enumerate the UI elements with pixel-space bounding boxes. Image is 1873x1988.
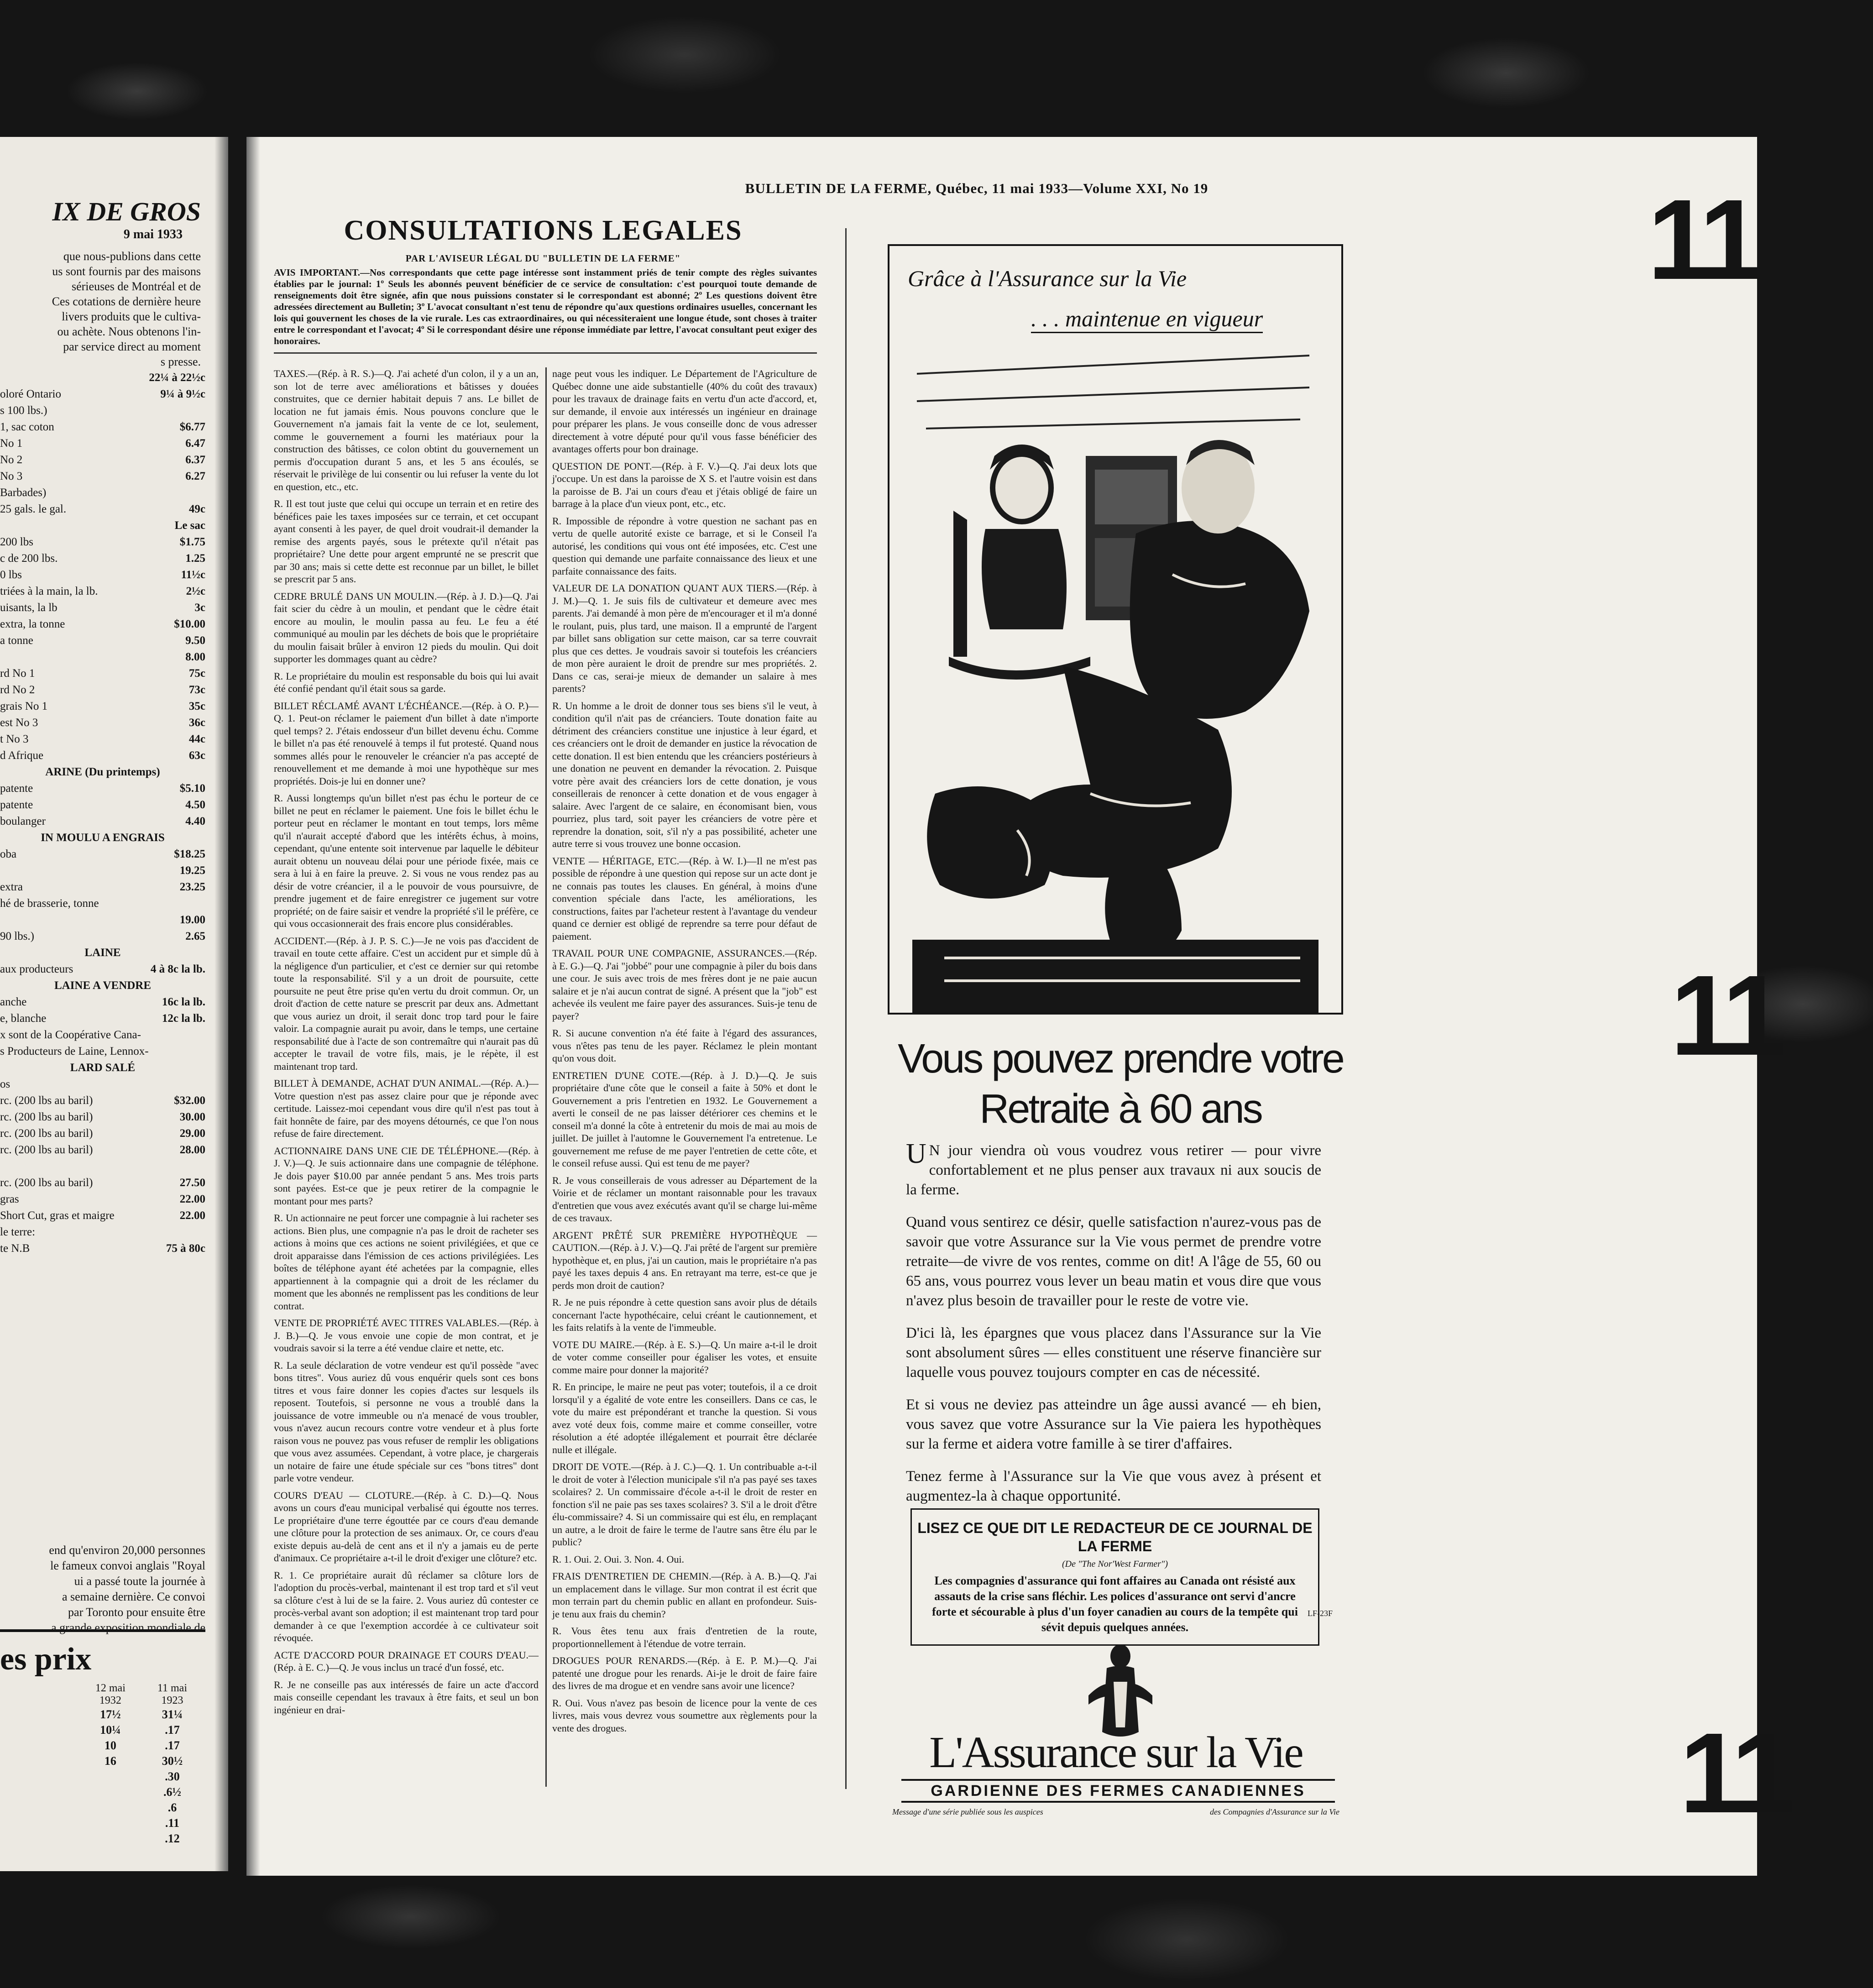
price-comparison-heading: 12 mai 1932: [95, 1682, 126, 1706]
price-comparison-cell: .17: [165, 1723, 180, 1737]
price-comparison-column: [157, 1682, 187, 1847]
price-label: rd No 2: [0, 684, 35, 696]
price-row: [0, 813, 205, 830]
price-comparison-cell: 10¼: [100, 1723, 121, 1737]
price-comparison-cell: [95, 1800, 126, 1815]
legal-paragraph: ENTRETIEN D'UNE COTE.—(Rép. à J. D.)—Q. Je suis propriétaire d'une côte que le conseil a faite à 50% et dont le Gouvernement a pris l'entretien en 1932. Le Gouvernement a averti le conseil de ne pas laisser détériorer ces chemins et le conseil m'a donné la côte à entretenir du mois de mai au mois de juillet. De juillet à l'automne le Gouvernement l'a entretenue. Le gouvernement me refuse de me payer l'entretien de cette côte, et le conseil refuse aussi. Qui est tenu de me payer?: [552, 1069, 817, 1169]
price-label: a tonne: [0, 634, 33, 647]
price-value: Le sac: [174, 519, 205, 532]
legal-paragraph: R. Il est tout juste que celui qui occupe un terrain et en retire des bénéfices paie les taxes imposées sur ce terrain, et cet occupant ayant consenti à les payer, de quel droit voudrait-il demander la remise des argents payés, sous le prétexte qu'il n'était pas propriétaire? Une dette pour argent emprunté ne se prescrit que par 30 ans; mais si cette dette est reconnue par un billet, le billet se prescrit par 5 ans.: [274, 498, 539, 585]
legal-paragraph: FRAIS D'ENTRETIEN DE CHEMIN.—(Rép. à A. B.)—Q. J'ai un emplacement dans le village. Sur mon contrat il est écrit que mon terrain part du chemin public en allant en profondeur. Suis-je tenu aux frais du chemin?: [552, 1570, 817, 1620]
legal-paragraph: R. Je ne puis répondre à cette question sans avoir plus de détails concernant l'acte hypothécaire, celui créant le cautionnement, et les faits relatifs à la vente de l'immeuble.: [552, 1297, 817, 1333]
price-row: [0, 468, 205, 485]
legal-paragraph: R. Je vous conseillerais de vous adresser au Département de la Voirie et de réclamer un montant raisonnable pour les travaux d'entretien que vous avez exécutés avant qu'il se charge lui-même de ces travaux.: [552, 1174, 817, 1224]
important-notice: AVIS IMPORTANT.—Nos correspondants que cette page intéresse sont instamment priés de tenir compte des règles suivantes établies par le journal: 1º Seuls les abonnés peuvent bénéficier de ce service de consultation: c'est pourquoi toute demande de renseignements doit être signée, afin que nous puissions constater si le correspondant est abonné; 2º Les questions doivent être adressées directement au Bulletin; 3º L'avocat consultant n'est tenu de répondre qu'aux questions ordinaires usuelles, concernant les lois qui gouvernent les choses de la vie rurale. Les cas extraordinaires, ou qui nécessiteraient une longue étude, sont choses à traiter entre le correspondant et l'avocat; 4º Si le correspondant désire une réponse immédiate par lettre, l'avocat consultant peut exiger des honoraires.: [274, 267, 817, 354]
legal-paragraph: R. Un actionnaire ne peut forcer une compagnie à lui racheter ses actions. Bien plus, une compagnie n'a pas le droit de racheter ses actions à moins que ces actions ne soient privilégiées, et que ce droit apparaisse dans l'émission de ces actions privilégiées. Les boîtes de téléphone ayant été achetées par la compagnie, elles appartiennent à la compagnie qui a droit de les réclamer du moment que les abonnés ne remplissent pas les conditions de leur contrat.: [274, 1212, 539, 1312]
price-row: [0, 863, 205, 879]
price-comparison-cell: [95, 1769, 126, 1784]
legal-paragraph: R. Un homme a le droit de donner tous ses biens s'il le veut, à condition qu'il n'ait pas de créanciers. Toute donation faite au détriment des créanciers constitue une injustice à leur égard, et ces créanciers ont le droit de demander en justice la révocation de cette donation. Il est bien entendu que les créanciers postérieurs à une donation ne peuvent en demander la révocation. 2. Puisque votre père avait des créanciers lors de cette donation, je vous conseillerais de renoncer à cette donation et de vous engager à salaire. Avec l'argent de ce salaire, en économisant bien, vous pourriez, plus tard, soit payer les créanciers de votre père et reprendre la donation, soit, s'il n'y a pas possibilité, acheter une autre terre si vous trouvez une bonne occasion.: [552, 700, 817, 849]
price-label: No 3: [0, 470, 23, 482]
convoy-note: end qu'environ 20,000 personnes le fameux convoi anglais "Royal ui a passé toute la journée à a semaine dernière. Ce convoi par Toronto pour ensuite être a grande exposition mondiale de: [49, 1543, 205, 1634]
retired-farmer-illustration: [899, 337, 1332, 1013]
price-value: 49c: [188, 503, 205, 515]
price-row: [0, 994, 205, 1010]
price-label: No 2: [0, 454, 23, 466]
price-value: 9¼ à 9½c: [160, 388, 205, 400]
ad-dropcap: U: [906, 1138, 926, 1169]
price-label: boulanger: [0, 815, 46, 827]
price-comparison-cell: [95, 1831, 126, 1847]
legal-paragraph: ACCIDENT.—(Rép. à J. P. S. C.)—Je ne vois pas d'accident de travail en toute cette affaire. C'est un accident pur et simple dû à la négligence d'un particulier, et c'est ce dernier sur qui retombe toute la responsabilité. S'il y a un droit de poursuite, cette poursuite ne peut être prise qu'en vertu du droit commun. Or, un droit d'action de cette nature se prescrit par deux ans. Admettant que vous auriez un droit, il serait donc trop tard pour le faire valoir. La compagnie aurait pu avoir, dans le temps, une certaine responsabilité due à l'acte de son contremaître qui n'aurait pas dû accepter le travail de votre fils, mais, je le répète, il est maintenant trop tard.: [274, 935, 539, 1072]
price-comparison-cell: 10: [104, 1739, 116, 1752]
market-prices-intro: que nous-publions dans cette us sont fournis par des maisons sérieuses de Montréal et de Ces cotations de dernière heure livers produits que le cultiva- ou achète. Nous obtenons l'in- par service direct au moment s presse.: [52, 250, 201, 368]
price-label: oba: [0, 848, 17, 860]
price-label: 200 lbs: [0, 536, 33, 548]
price-label: t No 3: [0, 733, 29, 745]
price-label: oloré Ontario: [0, 388, 61, 400]
column-divider: [845, 228, 847, 1789]
legal-paragraph: R. Vous êtes tenu aux frais d'entretien de la route, proportionnellement à l'étendue de votre terrain.: [552, 1625, 817, 1649]
frame-number: 11: [1648, 176, 1758, 303]
price-comparison-cell: 16: [104, 1754, 116, 1768]
price-label: LAINE A VENDRE: [54, 979, 152, 992]
price-value: 19.00: [179, 914, 205, 926]
legal-paragraph: R. 1. Ce propriétaire aurait dû réclamer sa clôture lors de l'adoption du procès-verbal, maintenant il est trop tard et s'il veut sa clôture c'est à lui de se la faire. 2. Vous auriez dû contester ce procès-verbal avant son adoption; il est maintenant trop tard pour demander à ce que l'exemption accordée à ce cultivateur soit révoquée.: [274, 1569, 539, 1643]
price-label: os: [0, 1078, 10, 1090]
price-label: No 1: [0, 437, 23, 450]
price-label: extra, la tonne: [0, 618, 65, 630]
legal-paragraph: DROIT DE VOTE.—(Rép. à J. C.)—Q. 1. Un contribuable a-t-il le droit de voter à l'élection municipale s'il n'a pas payé ses taxes scolaires? 2. Un commissaire d'école a-t-il le droit de rester en fonction s'il ne paie pas ses taxes scolaires? 3. S'il a le droit d'être élu-commissaire? 4. Si un commissaire qui est élu, en remplaçant un autre, a le droit de faire le terme de l'autre sans être élu par le public?: [552, 1461, 817, 1548]
price-label: 1, sac coton: [0, 421, 54, 433]
ad-body-text: [906, 1138, 1321, 1519]
legal-paragraph: R. 1. Oui. 2. Oui. 3. Non. 4. Oui.: [552, 1553, 685, 1565]
ad-illustration-frame: [888, 244, 1343, 1015]
price-row: [0, 649, 205, 665]
ad-paragraph: Et si vous ne deviez pas atteindre un âge aussi avancé — eh bien, vous savez que votre Assurance sur la Vie paiera les hypothèques sur la ferme et aidera votre famille à se tirer d'affaires.: [906, 1397, 1321, 1452]
price-value: 4.50: [185, 799, 205, 811]
price-value: 2½c: [186, 585, 205, 597]
price-label: 0 lbs: [0, 569, 22, 581]
price-row: [0, 386, 205, 403]
price-label: x sont de la Coopérative Cana-: [0, 1029, 141, 1041]
price-value: 22.00: [179, 1209, 205, 1222]
price-comparison-columns: [0, 1682, 205, 1847]
price-value: 6.27: [185, 470, 205, 482]
price-label: extra: [0, 881, 23, 893]
price-comparison-cell: .6½: [163, 1785, 181, 1799]
newspaper-page: [246, 137, 1789, 1876]
price-value: 44c: [188, 733, 205, 745]
ad-heading-line-2: . . . maintenue en vigueur: [1031, 305, 1263, 333]
price-row: [0, 485, 205, 501]
price-value: 19.25: [179, 864, 205, 877]
price-label: rc. (200 lbs au baril): [0, 1111, 93, 1123]
price-value: 1.25: [185, 552, 205, 565]
legal-paragraph: R. Le propriétaire du moulin est responsable du bois qui lui avait été confié pendant qu'il était sous sa garde.: [274, 670, 539, 694]
price-row: [0, 879, 205, 895]
legal-paragraph: ARGENT PRÊTÉ SUR PREMIÈRE HYPOTHÈQUE — CAUTION.—(Rép. à J. V.)—Q. J'ai prêté de l'argent sur première hypothèque et, en plus, j'ai un caution, mais le propriétaire n'a pas payé les taxes depuis 4 ans. En retrayant ma terre, est-ce que je perds mon droit de caution?: [552, 1229, 817, 1291]
price-row: [0, 830, 205, 846]
ad-paragraph: Tenez ferme à l'Assurance sur la Vie que vous avez à présent et augmentez-la à chaque opportunité.: [906, 1468, 1321, 1504]
price-row: [0, 583, 205, 600]
price-row: [0, 1224, 205, 1240]
price-comparison-cell: .12: [165, 1832, 180, 1845]
price-label: d Afrique: [0, 749, 44, 762]
insurer-tagline: GARDIENNE DES FERMES CANADIENNES: [901, 1779, 1335, 1803]
price-value: $1.75: [179, 536, 205, 548]
price-value: 36c: [188, 717, 205, 729]
price-row: [0, 1142, 205, 1158]
ad-paragraph-text: N jour viendra où vous voudrez vous retirer — pour vivre confortablement et ne plus penser aux travaux ni aux soucis de la ferme.: [906, 1142, 1321, 1198]
price-value: 11½c: [181, 569, 205, 581]
price-row: [0, 1043, 205, 1060]
ad-heading-line-1: Grâce à l'Assurance sur la Vie: [908, 266, 1187, 291]
price-row: [0, 1093, 205, 1109]
price-row: [0, 945, 205, 961]
editor-quote-box: [910, 1508, 1319, 1646]
price-value: 4 à 8c la lb.: [150, 963, 205, 975]
price-value: 73c: [188, 684, 205, 696]
ad-footer-right: des Compagnies d'Assurance sur la Vie: [1210, 1807, 1339, 1816]
price-row: [0, 370, 205, 386]
price-label: 90 lbs.): [0, 930, 34, 942]
legal-paragraph: DROGUES POUR RENARDS.—(Rép. à E. P. M.)—Q. J'ai patenté une drogue pour les renards. Ai-je le droit de faire faire des livres de ma drogue et en vendre sans avoir une licence?: [552, 1655, 817, 1691]
price-comparison-cell: .17: [165, 1739, 180, 1752]
price-row: [0, 633, 205, 649]
price-value: $32.00: [174, 1094, 205, 1107]
price-comparison-cell: .11: [165, 1816, 179, 1830]
price-row: [0, 698, 205, 715]
price-comparison-cell: [95, 1784, 126, 1800]
price-row: [0, 1010, 205, 1027]
price-label: 25 gals. le gal.: [0, 503, 67, 515]
price-label: rd No 1: [0, 667, 35, 680]
price-list: [0, 370, 205, 1257]
price-row: [0, 748, 205, 764]
price-row: [0, 846, 205, 863]
price-row: [0, 764, 205, 780]
price-label: rc. (200 lbs au baril): [0, 1177, 93, 1189]
price-label: patente: [0, 799, 33, 811]
price-row: [0, 961, 205, 978]
legal-paragraph: BILLET RÉCLAMÉ AVANT L'ÉCHÉANCE.—(Rép. à O. P.)—Q. 1. Peut-on réclamer le paiement d'un billet à date n'importe quel temps? 2. J'étais endosseur d'un billet devenu échu. Comme le billet n'a pas été renouvelé à temps il fut protesté. Quand nous sommes allés pour le renouveler le créancier n'a pas accepté de renouvellement et me demande à moi une hypothèque sur mes propriétés. Dois-je lui en donner une?: [274, 700, 539, 787]
price-value: $5.10: [179, 782, 205, 795]
legal-paragraph: R. La seule déclaration de votre vendeur est qu'il possède "avec bons titres". Vous auriez dû vous enquérir quels sont ces bons titres et vous faire donner les copies d'actes sur lesquels ils reposent. Toutefois, si personne ne vous a troublé dans la jouissance de votre immeuble ou n'a menacé de vous troubler, vous n'avez aucun recours contre votre vendeur et à plus forte raison vous ne pouvez pas vous refuser de remplir les obligations que vous avez assumées. Cependant, à votre place, je chargerais un notaire de faire une étude spéciale sur ces "bons titres" dont parle votre vendeur.: [274, 1359, 539, 1484]
price-row: [0, 1175, 205, 1191]
price-row: [0, 600, 205, 616]
price-row: [0, 1158, 205, 1175]
price-row: [0, 715, 205, 731]
price-label: rc. (200 lbs au baril): [0, 1144, 93, 1156]
price-value: 23.25: [179, 881, 205, 893]
legal-paragraph: R. Oui. Vous n'avez pas besoin de licence pour la vente de ces livres, mais vous devrez vous soumettre aux règlements pour la vente des drogues.: [552, 1697, 817, 1734]
price-label: hé de brasserie, tonne: [0, 897, 99, 910]
legal-paragraph: VOTE DU MAIRE.—(Rép. à E. S.)—Q. Un maire a-t-il le droit de voter comme conseiller pour égaliser les votes, et ensuite comme maire pour donner la majorité?: [552, 1339, 817, 1376]
price-label: c de 200 lbs.: [0, 552, 58, 565]
price-value: 8.00: [185, 651, 205, 663]
price-value: 29.00: [179, 1127, 205, 1140]
ad-paragraph: [906, 1138, 1321, 1200]
price-label: LAINE: [84, 947, 121, 959]
price-label: IN MOULU A ENGRAIS: [41, 832, 165, 844]
price-row: [0, 501, 205, 518]
price-label: s Producteurs de Laine, Lennox-: [0, 1045, 149, 1057]
legal-paragraph: VENTE DE PROPRIÉTÉ AVEC TITRES VALABLES.—(Rép. à J. B.)—Q. Je vous envoie une copie de mon contrat, et je voudrais savoir si la terre a été vendue claire et nette, etc.: [274, 1317, 539, 1354]
price-row: [0, 518, 205, 534]
price-comparison-table: [0, 1629, 205, 1847]
price-label: rc. (200 lbs au baril): [0, 1127, 93, 1140]
price-comparison-heading: 11 mai 1923: [157, 1682, 187, 1706]
price-row: [0, 895, 205, 912]
insurer-brand: L'Assurance sur la Vie: [929, 1728, 1303, 1777]
left-page-fragment: [0, 137, 228, 1871]
legal-column-1: [274, 367, 539, 1787]
legal-paragraph: nage peut vous les indiquer. Le Département de l'Agriculture de Québec donne une aide substantielle (40% du coût des travaux) pour les travaux de drainage faits en vertu d'un acte d'accord, et, sur demande, il envoie aux intéressés un ingénieur en drainage pour préparer les plans. Je vous conseille donc de vous adresser directement à votre député pour qu'il vous fasse bénéficier des avantages offerts pour bon drainage.: [552, 368, 817, 455]
price-comparison-cell: 17½: [100, 1708, 121, 1721]
price-label: Barbades): [0, 487, 47, 499]
ad-paragraph: Quand vous sentirez ce désir, quelle satisfaction n'aurez-vous pas de savoir que votre Assurance sur la Vie vous permet de prendre votre retraite—de vivre de vos rentes, comme on dit! A l'âge de 55, 60 ou 65 ans, vous pourrez vous lever un beau matin et vous dire que vous n'avez plus besoin de travailler pour le reste de votre vie.: [906, 1214, 1321, 1309]
price-value: 30.00: [179, 1111, 205, 1123]
price-value: 4.40: [185, 815, 205, 827]
price-value: 75c: [188, 667, 205, 680]
price-comparison-cell: .30: [165, 1770, 180, 1783]
price-row: [0, 780, 205, 797]
price-label: aux producteurs: [0, 963, 73, 975]
price-value: 63c: [188, 749, 205, 762]
price-value: 3c: [194, 602, 205, 614]
legal-paragraph: QUESTION DE PONT.—(Rép. à F. V.)—Q. J'ai deux lots que j'occupe. Un est dans la paroisse de X S. et l'autre voisin est dans la paroisse de B. J'ai un cours d'eau et j'étais obligé de faire un barrage à la place d'un vieux pont, etc., etc.: [552, 460, 817, 509]
price-value: $6.77: [179, 421, 205, 433]
price-row: [0, 1191, 205, 1208]
legal-paragraph: R. Si aucune convention n'a été faite à l'égard des assurances, vous n'êtes pas tenu de les payer. Réclamez le plein montant qu'on vous doit.: [552, 1027, 817, 1064]
price-row: [0, 797, 205, 813]
price-value: 2.65: [185, 930, 205, 942]
price-value: 27.50: [179, 1177, 205, 1189]
legal-paragraph: ACTIONNAIRE DANS UNE CIE DE TÉLÉPHONE.—(Rép. à J. V.)—Q. Je suis actionnaire dans une compagnie de téléphone. Je dois payer $10.00 par année pendant 5 ans. Mes trois parts sont payées. Est-ce que je peux retirer de la compagnie le montant pour mes parts?: [274, 1145, 539, 1207]
price-label: anche: [0, 996, 27, 1008]
legal-paragraph: CEDRE BRULÉ DANS UN MOULIN.—(Rép. à J. D.)—Q. J'ai fait scier du cèdre à un moulin, et pendant que le cèdre était encore au moulin, le moulin passa au feu. Le feu a été communiqué au moulin par les déchets de bois que le propriétaire du moulin faisait brûler à environ 12 pieds du moulin. Qui doit supporter les dommages quant au cèdre?: [274, 590, 539, 664]
price-row: [0, 731, 205, 748]
legal-paragraph: VENTE — HÉRITAGE, ETC.—(Rép. à W. I.)—Il ne m'est pas possible de répondre à une question qui repose sur un acte dont je ne connais pas toutes les clauses. En général, à moins d'une convention spéciale dans l'acte, les améliorations, les constructions, faites par l'acheteur restent à l'avantage du vendeur quand ce dernier est obligé de reprendre sa terre pour défaut de paiement.: [552, 855, 817, 942]
price-value: 22.00: [179, 1193, 205, 1205]
editor-quote-body: Les compagnies d'assurance qui font affaires au Canada ont résisté aux assauts de la crise sans fléchir. Les polices d'assurance ont servi d'ancre forte et sécourable à plus d'un foyer canadien au cours de la tempête qui sévit depuis quelques années.: [932, 1574, 1298, 1634]
price-label: LARD SALÉ: [70, 1062, 136, 1074]
legal-column-2: [552, 367, 817, 1787]
price-row: [0, 682, 205, 698]
ad-footer-left: Message d'une série publiée sous les auspices: [892, 1807, 1043, 1816]
price-row: [0, 452, 205, 468]
price-value: 28.00: [179, 1144, 205, 1156]
editor-quote-source: (De "The Nor'West Farmer"): [1062, 1559, 1168, 1569]
price-value: 6.37: [185, 454, 205, 466]
legal-paragraph: COURS D'EAU — CLOTURE.—(Rép. à C. D.)—Q. Nous avons un cours d'eau municipal verbalisé qui égoutte nos terres. Le propriétaire d'une terre égouttée par ce cours d'eau demande une clôture pour la protection de ses animaux. Or, ce cours d'eau existe depuis au-delà de cent ans et il n'y a jamais eu de perte d'animaux. Ce propriétaire a-t-il le droit d'exiger une clôture? etc.: [274, 1489, 539, 1564]
market-prices-title: IX DE GROS: [52, 197, 201, 226]
legal-paragraph: ACTE D'ACCORD POUR DRAINAGE ET COURS D'EAU.—(Rép. à E. C.)—Q. Je vous inclus un tracé d'un fossé, etc.: [274, 1649, 539, 1673]
price-row: [0, 403, 205, 419]
life-insurance-advertisement: [888, 244, 1344, 1816]
market-prices-date: 9 mai 1933: [123, 227, 183, 241]
price-value: 12c la lb.: [162, 1012, 205, 1025]
frame-number: 11: [1670, 952, 1780, 1079]
legal-paragraph: R. En principe, le maire ne peut pas voter; toutefois, il a ce droit lorsqu'il y a égalité de vote entre les conseillers. Dans ce cas, le vote du maire est prépondérant et tranche la question. Si vous avez voté deux fois, comme maire et comme conseiller, votre résolution a été adoptée illégalement et pourrait être déclarée nulle et illégale.: [552, 1381, 817, 1455]
price-row: [0, 1060, 205, 1076]
price-row: [0, 550, 205, 567]
price-label: ARINE (Du printemps): [45, 766, 160, 778]
ad-footer: [892, 1807, 1339, 1817]
legal-paragraph: R. Je ne conseille pas aux intéressés de faire un acte d'accord mais conseille cependant les travaux à être faits, et seul un bon ingénieur en drai-: [274, 1679, 539, 1716]
price-row: [0, 665, 205, 682]
price-label: uisants, la lb: [0, 602, 58, 614]
price-label: Short Cut, gras et maigre: [0, 1209, 115, 1222]
price-label: e, blanche: [0, 1012, 47, 1025]
legal-paragraph: R. Aussi longtemps qu'un billet n'est pas échu le porteur de ce billet ne peut en réclamer le paiement. Une fois le billet échu le porteur peut en réclamer le montant en tout temps, lors même qu'il n'aurait accepté d'abord que les intérêts échus, à moins, cependant, qu'une entente soit intervenue par laquelle le débiteur aurait obtenu un nouveau délai pour une période fixée, mais ce sera à lui à en faire la preuve. 2. Si vous ne vous rendez pas au désir de votre créancier, il a le pouvoir de vous poursuivre, de prendre jugement et de faire enregistrer ce jugement sur votre propriété; on de faire saisir et vendre la propriété s'il le préfère, ce qui vous occasionnerait des frais encore plus considérables.: [274, 792, 539, 929]
price-row: [0, 616, 205, 633]
price-value: 6.47: [185, 437, 205, 450]
editor-quote-title: LISEZ CE QUE DIT LE REDACTEUR DE CE JOURNAL DE LA FERME: [917, 1520, 1313, 1554]
price-label: s 100 lbs.): [0, 404, 47, 417]
price-label: patente: [0, 782, 33, 795]
price-comparison-title: es prix: [0, 1642, 92, 1677]
price-label: gras: [0, 1193, 19, 1205]
price-value: 35c: [188, 700, 205, 712]
price-comparison-cell: 31¼: [162, 1708, 183, 1721]
price-value: 22¼ à 22½c: [149, 371, 205, 384]
ad-headline: Vous pouvez prendre votre Retraite à 60 ans: [898, 1036, 1343, 1132]
price-row: [0, 1125, 205, 1142]
legal-paragraph: R. Impossible de répondre à votre question ne sachant pas en vertu de quelle autorité existe ce barrage, et si le Conseil l'a autorisé, les conditions qui vous ont été imposées, etc. C'est une question qui demande une parfaite connaissance des lieux et une parfaite connaissance des faits.: [552, 515, 817, 577]
price-comparison-column: [95, 1682, 126, 1847]
price-row: [0, 534, 205, 550]
price-row: [0, 419, 205, 435]
price-label: rc. (200 lbs au baril): [0, 1094, 93, 1107]
price-row: [0, 1076, 205, 1093]
price-comparison-values: [95, 1707, 126, 1847]
price-row: [0, 912, 205, 928]
price-row: [0, 1240, 205, 1257]
price-value: 16c la lb.: [162, 996, 205, 1008]
price-row: [0, 928, 205, 945]
ad-paragraph: D'ici là, les épargnes que vous placez dans l'Assurance sur la Vie sont absolument sûres — elles constituent une réserve financière sur laquelle vous pouvez toujours compter en cas de nécessité.: [906, 1325, 1321, 1381]
frame-number: 11: [1679, 1709, 1789, 1836]
price-row: [0, 1109, 205, 1125]
section-byline: PAR L'AVISEUR LÉGAL DU "BULLETIN DE LA FERME": [405, 253, 681, 264]
section-title: CONSULTATIONS LEGALES: [344, 215, 743, 246]
price-row: [0, 1208, 205, 1224]
price-value: $10.00: [174, 618, 205, 630]
price-comparison-cell: .6: [167, 1801, 177, 1814]
legal-paragraph: TAXES.—(Rép. à R. S.)—Q. J'ai acheté d'un colon, il y a un an, son lot de terre avec améliorations et bâtisses y douées construites, que ce dernier habitait depuis 7 ans. Le billet de location ne fut jamais émis. Nous pouvons conclure que le Gouvernement n'a jamais fait la vente de ce lot, seulement, comme le gouvernement a fourni les matériaux pour la construction des bâtisses, ce colon obtint du gouvernement un permis d'occupation durant 5 ans, et les 5 ans écoulés, se réservait le privilège de lui consentir ou lui refuser la vente du lot en question, etc., etc.: [274, 368, 539, 492]
ad-code: LF-23F: [1308, 1609, 1333, 1618]
price-value: $18.25: [174, 848, 205, 860]
price-value: 75 à 80c: [166, 1242, 205, 1255]
price-row: [0, 1027, 205, 1043]
price-label: triées à la main, la lb.: [0, 585, 98, 597]
price-label: est No 3: [0, 717, 38, 729]
column-divider: [545, 367, 547, 1787]
legal-paragraph: VALEUR DE LA DONATION QUANT AUX TIERS.—(Rép. à J. M.)—Q. 1. Je suis fils de cultivateur et demeure avec mes parents. J'ai demandé à mon père de m'encourager et il m'a donné le roulant, puis, plus tard, une maison. Il a emprunté de l'argent par billet sans obligation sur cette maison, car sa terre couvrait plus que ces dettes. Je voudrais savoir si toutefois les créanciers de mon père auraient le droit de prendre sur mes propriétés. 2. Dans ce cas, serai-je mieux de demander un salaire à mes parents?: [552, 582, 817, 694]
legal-paragraph: BILLET À DEMANDE, ACHAT D'UN ANIMAL.—(Rép. A.)—Votre question n'est pas assez claire pour que je réponde avec certitude. Laissez-moi cependant vous dire qu'il n'est pas tout à fait honnête de faire, par des moyens détournés, ce que l'on nous refuse de faire directement.: [274, 1078, 539, 1139]
price-value: 9.50: [185, 634, 205, 647]
price-label: grais No 1: [0, 700, 48, 712]
price-comparison-cell: 30½: [162, 1754, 183, 1768]
price-row: [0, 567, 205, 583]
legal-paragraph: TRAVAIL POUR UNE COMPAGNIE, ASSURANCES.—(Rép. à E. G.)—Q. J'ai "jobbé" pour une compagnie à piler du bois dans une cour. Je suis avec trois de mes frères dont je ne paie aucun salaire et je n'ai aucun contrat de signé. A présent que la "job" est achevée ils veulent me faire payer des assurances. Suis-je tenu de payer?: [552, 947, 817, 1022]
price-row: [0, 978, 205, 994]
price-comparison-values: [157, 1707, 187, 1847]
price-comparison-cell: [95, 1815, 126, 1831]
price-label: le terre:: [0, 1226, 36, 1238]
price-label: te N.B: [0, 1242, 30, 1255]
page-folio: BULLETIN DE LA FERME, Québec, 11 mai 1933—Volume XXI, No 19: [745, 180, 1209, 196]
price-row: [0, 435, 205, 452]
